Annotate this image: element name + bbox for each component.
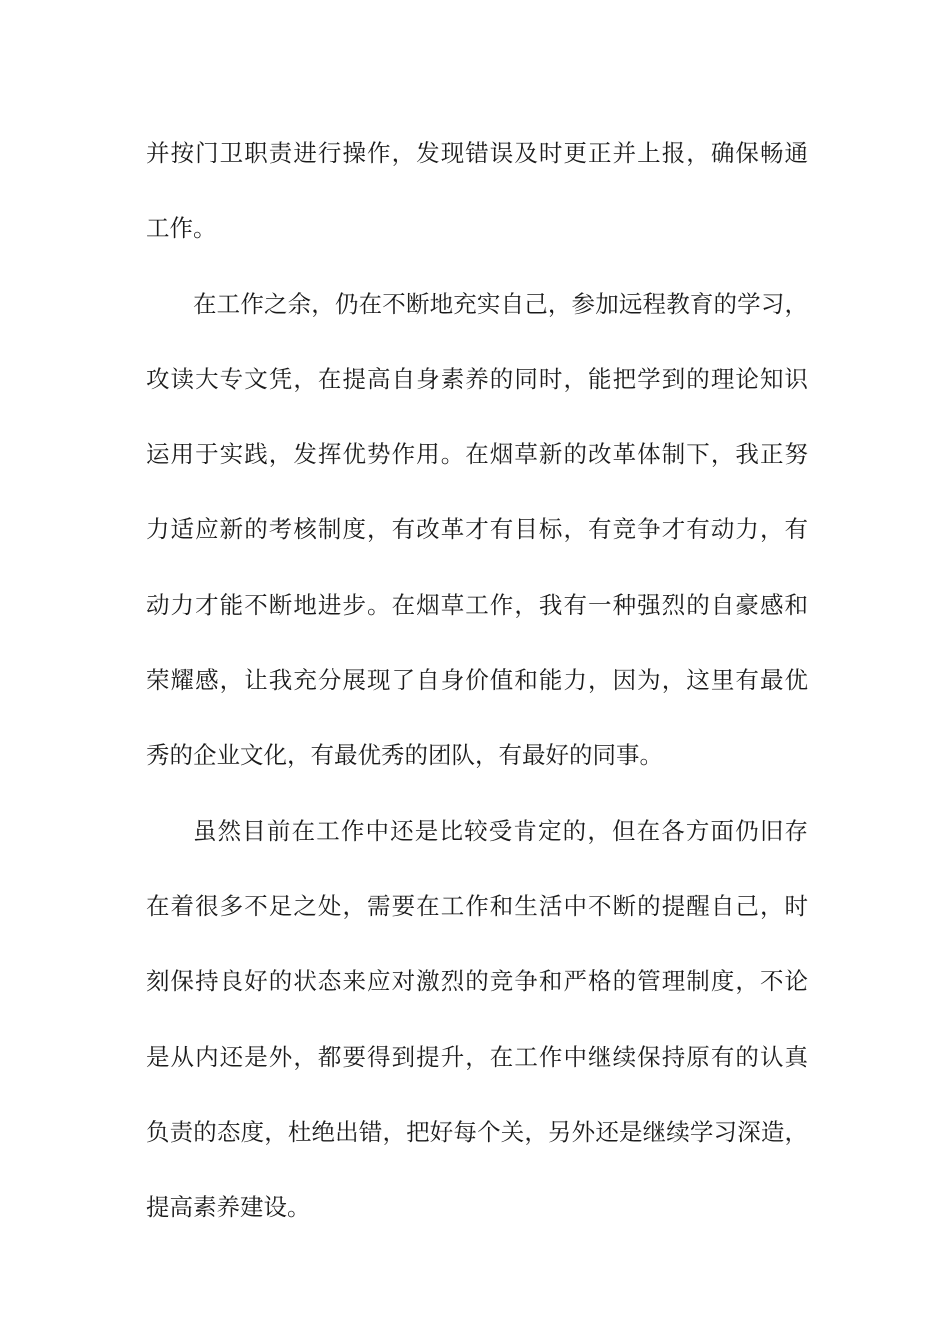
paragraph-2-line-6: 荣耀感，让我充分展现了自身价值和能力，因为，这里有最优 bbox=[146, 666, 808, 695]
paragraph-3-line-6: 提高素养建设。 bbox=[146, 1193, 311, 1222]
paragraph-3-line-2: 在着很多不足之处，需要在工作和生活中不断的提醒自己，时 bbox=[146, 891, 808, 920]
paragraph-1-line-1: 并按门卫职责进行操作，发现错误及时更正并上报，确保畅通 bbox=[146, 139, 808, 167]
paragraph-3-line-5: 负责的态度，杜绝出错，把好每个关，另外还是继续学习深造， bbox=[146, 1117, 808, 1146]
paragraph-2-line-7: 秀的企业文化，有最优秀的团队，有最好的同事。 bbox=[146, 741, 663, 770]
paragraph-2-line-3: 运用于实践，发挥优势作用。在烟草新的改革体制下，我正努 bbox=[146, 440, 808, 469]
paragraph-2-line-2: 攻读大专文凭，在提高自身素养的同时，能把学到的理论知识 bbox=[146, 364, 808, 393]
document-body bbox=[146, 128, 808, 1257]
paragraph-2-line-1: 在工作之余，仍在不断地充实自己，参加远程教育的学习， bbox=[193, 289, 808, 318]
paragraph-3-line-3: 刻保持良好的状态来应对激烈的竞争和严格的管理制度，不论 bbox=[146, 967, 808, 996]
paragraph-3-line-4: 是从内还是外，都要得到提升，在工作中继续保持原有的认真 bbox=[146, 1042, 808, 1071]
paragraph-1-line-2: 工作。 bbox=[146, 214, 217, 243]
paragraph-2-line-5: 动力才能不断地进步。在烟草工作，我有一种强烈的自豪感和 bbox=[146, 590, 808, 619]
paragraph-2-line-4: 力适应新的考核制度，有改革才有目标，有竞争才有动力，有 bbox=[146, 515, 808, 544]
paragraph-3-line-1: 虽然目前在工作中还是比较受肯定的，但在各方面仍旧存 bbox=[193, 816, 808, 845]
